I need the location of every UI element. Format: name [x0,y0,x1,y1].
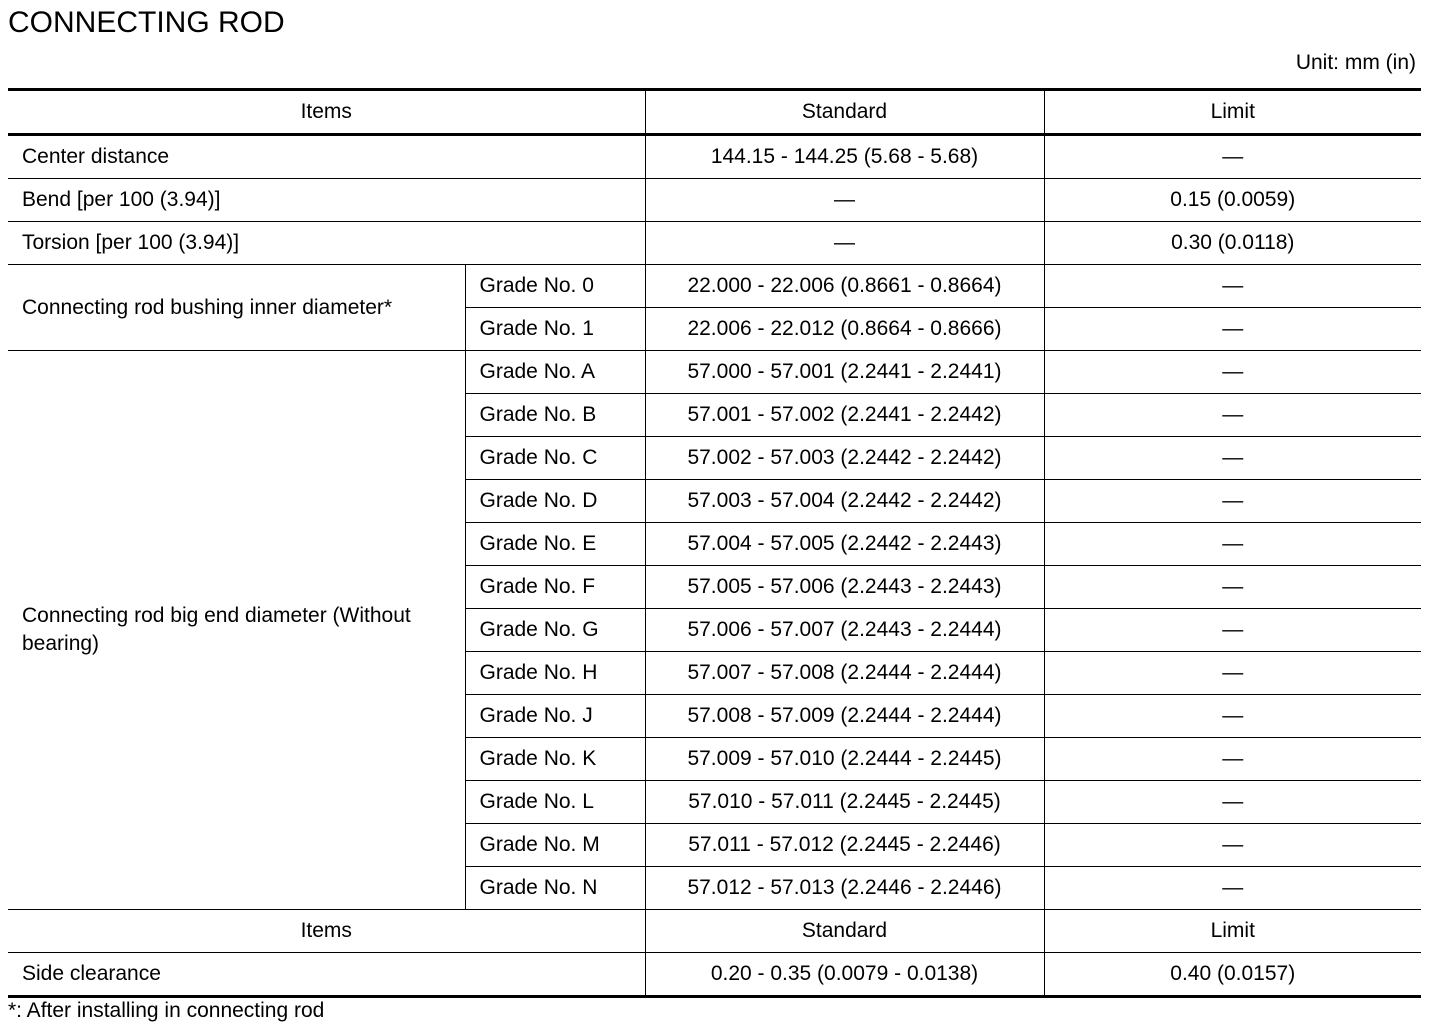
grade-cell: Grade No. K [465,738,645,781]
header-standard: Standard [645,910,1044,953]
item-cell: Bend [per 100 (3.94)] [8,179,645,222]
grade-cell: Grade No. G [465,609,645,652]
table-row [8,953,1421,997]
limit-cell: — [1044,480,1421,523]
table-header-row [8,910,1421,953]
limit-cell: — [1044,824,1421,867]
grade-cell: Grade No. A [465,351,645,394]
limit-cell: 0.30 (0.0118) [1044,222,1421,265]
standard-cell: 57.000 - 57.001 (2.2441 - 2.2441) [645,351,1044,394]
grade-cell: Grade No. C [465,437,645,480]
limit-cell: — [1044,652,1421,695]
table-row [8,351,1421,394]
header-limit: Limit [1044,910,1421,953]
table-row [8,265,1421,308]
grade-cell: Grade No. D [465,480,645,523]
grade-cell: Grade No. F [465,566,645,609]
footnote: *: After installing in connecting rod [8,999,325,1022]
grade-cell: Grade No. 0 [465,265,645,308]
header-standard: Standard [645,90,1044,135]
standard-cell: 57.002 - 57.003 (2.2442 - 2.2442) [645,437,1044,480]
item-cell: Side clearance [8,953,645,997]
standard-cell: 57.004 - 57.005 (2.2442 - 2.2443) [645,523,1044,566]
header-items: Items [8,90,645,135]
limit-cell: — [1044,265,1421,308]
header-items: Items [8,910,645,953]
page-title: CONNECTING ROD [8,6,285,39]
standard-cell: 57.012 - 57.013 (2.2446 - 2.2446) [645,867,1044,910]
standard-cell: 22.006 - 22.012 (0.8664 - 0.8666) [645,308,1044,351]
limit-cell: 0.40 (0.0157) [1044,953,1421,997]
standard-cell: — [645,179,1044,222]
grade-cell: Grade No. B [465,394,645,437]
standard-cell: 57.009 - 57.010 (2.2444 - 2.2445) [645,738,1044,781]
limit-cell: — [1044,394,1421,437]
grade-cell: Grade No. N [465,867,645,910]
standard-cell: 144.15 - 144.25 (5.68 - 5.68) [645,135,1044,179]
standard-cell: 0.20 - 0.35 (0.0079 - 0.0138) [645,953,1044,997]
header-limit: Limit [1044,90,1421,135]
unit-label: Unit: mm (in) [1295,51,1416,74]
standard-cell: 57.008 - 57.009 (2.2444 - 2.2444) [645,695,1044,738]
grade-cell: Grade No. 1 [465,308,645,351]
standard-cell: 57.010 - 57.011 (2.2445 - 2.2445) [645,781,1044,824]
limit-cell: — [1044,738,1421,781]
limit-cell: — [1044,351,1421,394]
limit-cell: — [1044,308,1421,351]
table-row [8,179,1421,222]
connecting-rod-spec-table [8,88,1421,998]
limit-cell: — [1044,695,1421,738]
grade-cell: Grade No. J [465,695,645,738]
limit-cell: — [1044,867,1421,910]
standard-cell: 57.006 - 57.007 (2.2443 - 2.2444) [645,609,1044,652]
limit-cell: — [1044,437,1421,480]
grade-cell: Grade No. E [465,523,645,566]
table-row [8,222,1421,265]
grade-cell: Grade No. H [465,652,645,695]
limit-cell: — [1044,781,1421,824]
limit-cell: — [1044,609,1421,652]
limit-cell: 0.15 (0.0059) [1044,179,1421,222]
item-cell: Connecting rod big end diameter (Without bearing) [8,351,465,910]
standard-cell: 57.007 - 57.008 (2.2444 - 2.2444) [645,652,1044,695]
standard-cell: 57.005 - 57.006 (2.2443 - 2.2443) [645,566,1044,609]
standard-cell: 57.011 - 57.012 (2.2445 - 2.2446) [645,824,1044,867]
standard-cell: — [645,222,1044,265]
grade-cell: Grade No. M [465,824,645,867]
item-cell: Center distance [8,135,645,179]
standard-cell: 57.001 - 57.002 (2.2441 - 2.2442) [645,394,1044,437]
item-cell: Torsion [per 100 (3.94)] [8,222,645,265]
table-header-row [8,90,1421,135]
limit-cell: — [1044,566,1421,609]
item-cell: Connecting rod bushing inner diameter* [8,265,465,351]
grade-cell: Grade No. L [465,781,645,824]
table-row [8,135,1421,179]
standard-cell: 22.000 - 22.006 (0.8661 - 0.8664) [645,265,1044,308]
standard-cell: 57.003 - 57.004 (2.2442 - 2.2442) [645,480,1044,523]
limit-cell: — [1044,523,1421,566]
limit-cell: — [1044,135,1421,179]
